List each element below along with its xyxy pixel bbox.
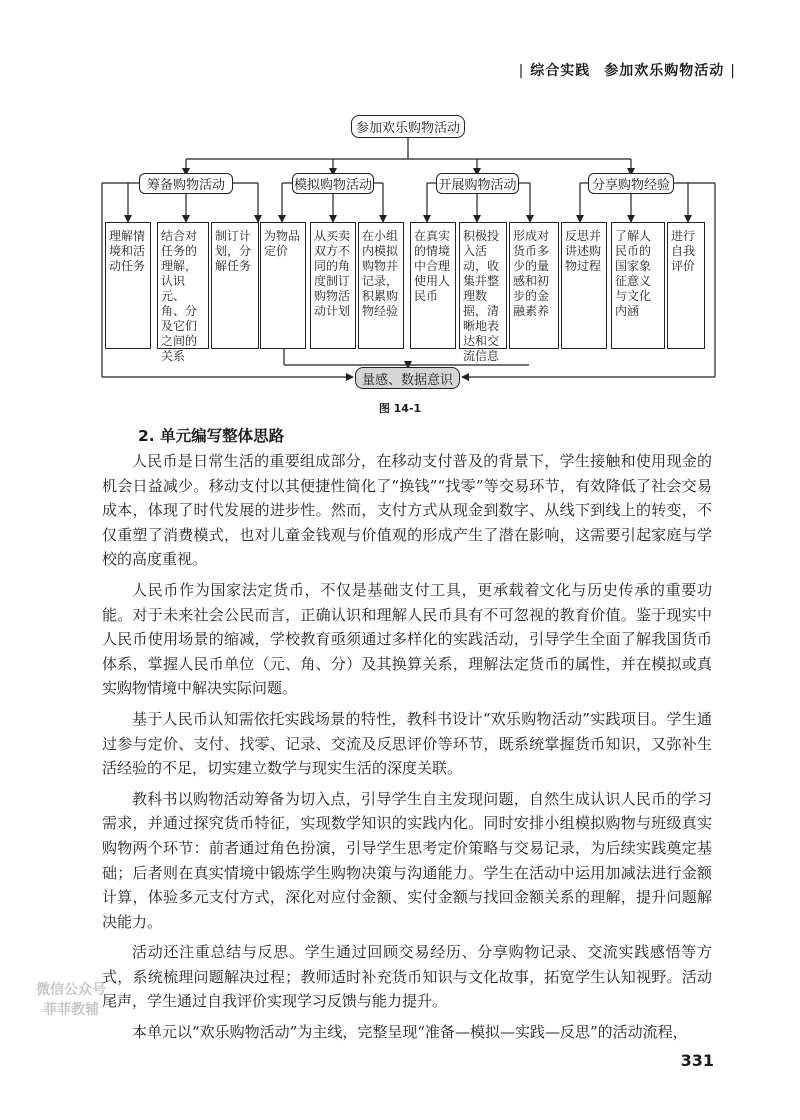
diagram-leaf: 为物品定价 [260, 222, 306, 349]
diagram-leaf: 结合对任务的理解，认识元、角、分及它们之间的关系 [157, 222, 209, 349]
diagram-connectors [0, 0, 800, 420]
diagram-leaf: 制订计划，分解任务 [211, 222, 259, 349]
diagram-leaf: 进行自我评价 [667, 222, 705, 349]
section-title: 2. 单元编写整体思路 [138, 427, 285, 445]
paragraph: 基于人民币认知需依托实践场景的特性，教科书设计“欢乐购物活动”实践项目。学生通过参与定价、支付、找零、记录、交流及反思评价等环节，既系统掌握货币知识，又弥补生活经验的不足，切实建立数学与现实生活的深度关联。 [102, 709, 712, 778]
diagram-leaf: 反思并讲述购物过程 [561, 222, 607, 349]
paragraph: 活动还注重总结与反思。学生通过回顾交易经历、分享购物记录、交流实践感悟等方式，系统梳理问题解决过程；教师适时补充货币知识与文化故事，拓宽学生认知视野。活动尾声，学生通过自我评价实现学习反馈与能力提升。 [102, 943, 712, 1011]
paragraph: 本单元以“欢乐购物活动”为主线，完整呈现“准备—模拟—实践—反思”的活动流程， [132, 1023, 688, 1042]
diagram-category-conduct: 开展购物活动 [436, 173, 519, 194]
page-number: 331 [680, 1051, 714, 1070]
diagram-leaf: 积极投入活动，收集并整理数据，清晰地表达和交流信息 [459, 222, 507, 349]
diagram-leaf: 在小组内模拟购物并记录，积累购物经验 [358, 222, 404, 349]
diagram-leaf: 在真实的情境中合理使用人民币 [410, 222, 456, 349]
running-head-section: 综合实践 [530, 63, 591, 79]
diagram-leaf: 从买卖双方不同的角度制订购物活动计划 [310, 222, 356, 349]
diagram-bottom-box: 量感、数据意识 [355, 367, 460, 389]
diagram-leaf: 形成对货币多少的量感和初步的金融素养 [509, 222, 559, 349]
paragraph: 教科书以购物活动筹备为切入点，引导学生自主发现问题，自然生成认识人民币的学习需求，并通过探究货币特征，实现数学知识的实践内化。同时安排小组模拟购物与班级真实购物两个环节：前者通过角色扮演，引导学生思考定价策略与交易记录，为后续实践奠定基础；后者则在真实情境中锻炼学生购物决策与沟通能力。学生在活动中运用加减法进行金额计算，体验多元支付方式，深化对应付金额、实付金额与找回金额关系的理解，提升问题解决能力。 [102, 789, 712, 931]
paragraph: 人民币作为国家法定货币，不仅是基础支付工具，更承载着文化与历史传承的重要功能。对于未来社会公民而言，正确认识和理解人民币具有不可忽视的教育价值。鉴于现实中人民币使用场景的缩减，学校教育亟须通过多样化的实践活动，引导学生全面了解我国货币体系，掌握人民币单位（元、角、分）及其换算关系，理解法定货币的属性，并在模拟或真实购物情境中解决实际问题。 [102, 580, 712, 698]
figure-caption: 图 14-1 [378, 402, 422, 415]
diagram-category-share: 分享购物经验 [588, 173, 674, 194]
watermark-line: 菲菲教辅 [43, 1002, 99, 1018]
running-head-title: 参加欢乐购物活动 [604, 63, 725, 79]
watermark-line: 微信公众号 [36, 982, 106, 998]
diagram-leaf: 理解情境和活动任务 [105, 222, 151, 349]
watermark [16, 980, 126, 1020]
diagram-category-prepare: 筹备购物活动 [139, 173, 233, 194]
running-head: | 综合实践 参加欢乐购物活动 | [518, 63, 736, 79]
diagram-leaf: 了解人民币的国家象征意义与文化内涵 [611, 222, 665, 349]
diagram-category-simulate: 模拟购物活动 [292, 173, 374, 194]
diagram-root: 参加欢乐购物活动 [351, 115, 465, 138]
body-text [102, 449, 712, 1051]
paragraph: 人民币是日常生活的重要组成部分，在移动支付普及的背景下，学生接触和使用现金的机会日益减少。移动支付以其便捷性简化了“换钱”“找零”等交易环节，有效降低了社会交易成本，体现了时代发展的进步性。然而，支付方式从现金到数字、从线下到线上的转变，不仅重塑了消费模式，也对儿童金钱观与价值观的形成产生了潜在影响，这需要引起家庭与学校的高度重视。 [102, 452, 712, 569]
